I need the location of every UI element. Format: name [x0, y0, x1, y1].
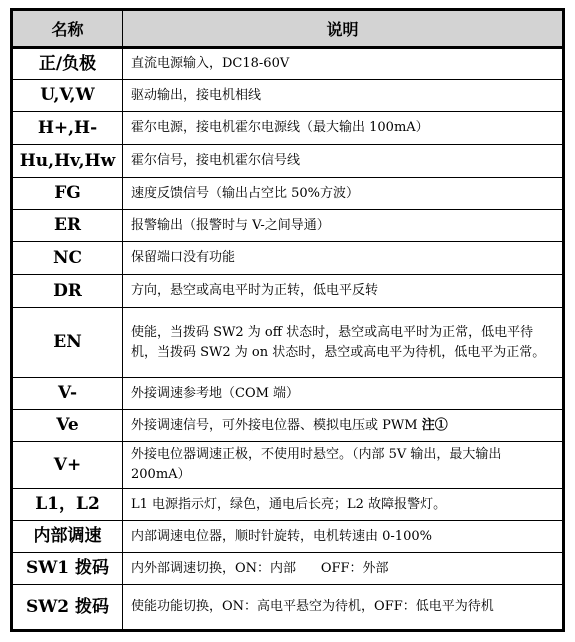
row-description: 速度反馈信号（输出占空比 50%方波）	[123, 178, 564, 210]
table-row	[12, 585, 564, 631]
row-name: SW2 拨码	[12, 585, 123, 631]
pin-description-table-container	[10, 8, 562, 632]
table-row	[12, 308, 564, 378]
table-row	[12, 80, 564, 112]
row-name: H+,H-	[12, 112, 123, 145]
table-row	[12, 521, 564, 553]
row-name: U,V,W	[12, 80, 123, 112]
row-description-text: 外接调速信号，可外接电位器、模拟电压或 PWM	[131, 417, 418, 433]
table-row	[12, 378, 564, 410]
row-description: 外接电位器调速正极，不使用时悬空。（内部 5V 输出，最大输出 200mA）	[123, 442, 564, 489]
row-name: SW1 拨码	[12, 553, 123, 585]
table-row	[12, 48, 564, 80]
row-description: 驱动输出，接电机相线	[123, 80, 564, 112]
row-description: 保留端口没有功能	[123, 242, 564, 275]
row-name: 正/负极	[12, 48, 123, 80]
table-row	[12, 410, 564, 442]
table-row	[12, 553, 564, 585]
row-description: L1 电源指示灯，绿色，通电后长亮；L2 故障报警灯。	[123, 489, 564, 521]
row-name: Ve	[12, 410, 123, 442]
table-header-row	[12, 10, 564, 48]
table-row	[12, 275, 564, 308]
row-name: FG	[12, 178, 123, 210]
row-name: EN	[12, 308, 123, 378]
row-name: V-	[12, 378, 123, 410]
row-name: ER	[12, 210, 123, 242]
row-description: 外接调速参考地（COM 端）	[123, 378, 564, 410]
table-row	[12, 442, 564, 489]
row-description: 使能，当拨码 SW2 为 off 状态时，悬空或高电平时为正常，低电平待机，当拨码 SW2 为 on 状态时，悬空或高电平为待机，低电平为正常。	[123, 308, 564, 378]
table-row	[12, 242, 564, 275]
row-description: 使能功能切换，ON：高电平悬空为待机，OFF：低电平为待机	[123, 585, 564, 631]
row-name: 内部调速	[12, 521, 123, 553]
table-row	[12, 145, 564, 178]
table-row	[12, 178, 564, 210]
row-name: NC	[12, 242, 123, 275]
header-description: 说明	[123, 10, 564, 48]
table-row	[12, 489, 564, 521]
row-name: L1，L2	[12, 489, 123, 521]
row-name: DR	[12, 275, 123, 308]
table-row	[12, 210, 564, 242]
row-description: 直流电源输入，DC18-60V	[123, 48, 564, 80]
header-name: 名称	[12, 10, 123, 48]
row-description	[123, 410, 564, 442]
footnote-marker: 注①	[421, 417, 448, 433]
row-description: 方向，悬空或高电平时为正转，低电平反转	[123, 275, 564, 308]
row-description: 霍尔电源，接电机霍尔电源线（最大输出 100mA）	[123, 112, 564, 145]
row-description: 霍尔信号，接电机霍尔信号线	[123, 145, 564, 178]
pin-description-table	[10, 8, 565, 632]
row-name: V+	[12, 442, 123, 489]
row-description: 内外部调速切换，ON：内部 OFF：外部	[123, 553, 564, 585]
row-description: 报警输出（报警时与 V-之间导通）	[123, 210, 564, 242]
row-description: 内部调速电位器，顺时针旋转，电机转速由 0-100%	[123, 521, 564, 553]
row-name: Hu,Hv,Hw	[12, 145, 123, 178]
table-row	[12, 112, 564, 145]
